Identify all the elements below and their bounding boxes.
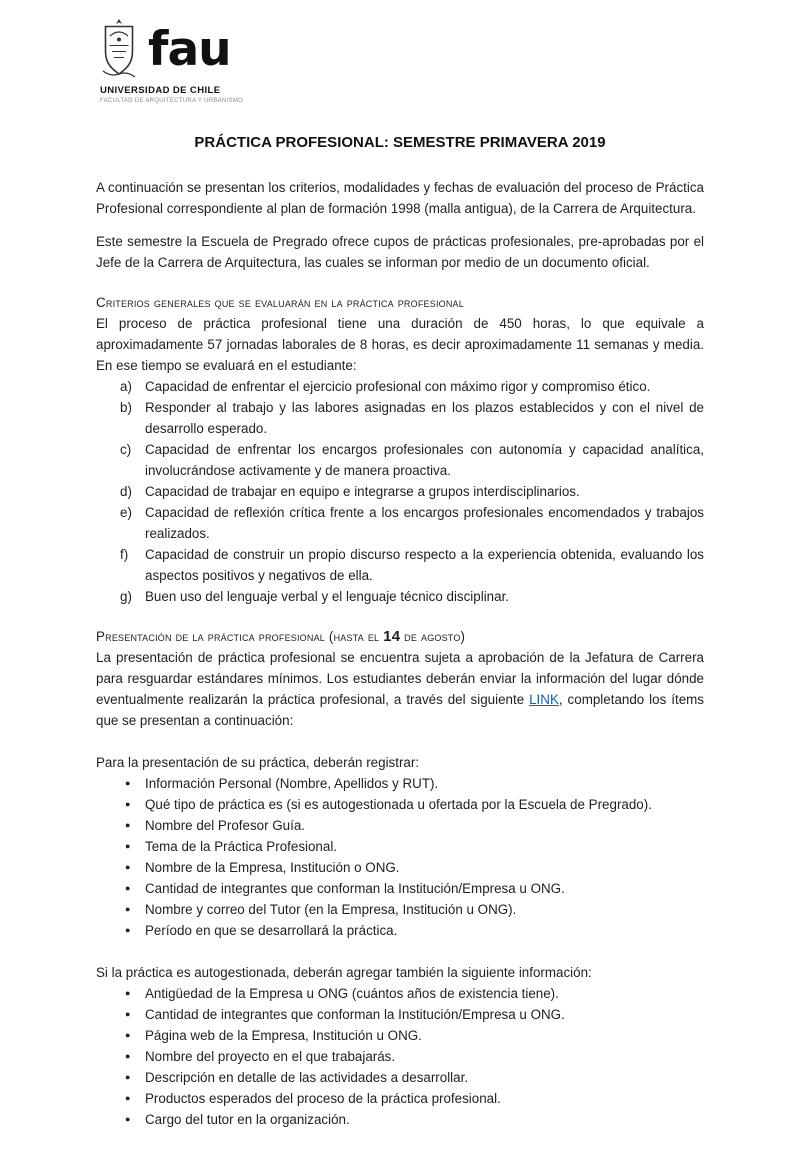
bullet-icon: ● — [125, 1114, 131, 1124]
logo-faculty-name: FACULTAD DE ARQUITECTURA Y URBANISMO — [100, 98, 244, 104]
list-item-text: Capacidad de construir un propio discurso respecto a la experiencia obtenida, evaluando los aspectos positivos y negativos de ella. — [145, 547, 704, 583]
list-item — [120, 544, 704, 586]
list-item — [125, 1004, 704, 1025]
criteria-intro: El proceso de práctica profesional tiene una duración de 450 horas, lo que equivale a aproximadamente 57 jornadas laborales de 8 horas, es decir aproximadamente 11 semanas y media. En ese tiempo se evaluará en el estudiante: — [96, 316, 704, 373]
university-crest-icon — [100, 18, 138, 80]
bullet-icon: ● — [125, 1051, 131, 1061]
list-item-text: Cantidad de integrantes que conforman la Institución/Empresa u ONG. — [145, 1007, 565, 1022]
list-item — [125, 773, 704, 794]
list-item-text: Responder al trabajo y las labores asignadas en los plazos establecidos y con el nivel de desarrollo esperado. — [145, 400, 704, 436]
bullet-icon: ● — [125, 799, 131, 809]
intro-paragraph-2: Este semestre la Escuela de Pregrado ofrece cupos de prácticas profesionales, pre-aprobadas por el Jefe de la Carrera de Arquitectura, las cuales se informan por medio de un documento oficial. — [96, 234, 704, 270]
list-item — [125, 920, 704, 941]
list-item — [125, 1046, 704, 1067]
bullet-icon: ● — [125, 988, 131, 998]
list-item-text: Nombre y correo del Tutor (en la Empresa, Institución u ONG). — [145, 902, 517, 917]
list-item-text: Información Personal (Nombre, Apellidos y RUT). — [145, 776, 439, 791]
bullet-icon: ● — [125, 841, 131, 851]
document-title: PRÁCTICA PROFESIONAL: SEMESTRE PRIMAVERA 2019 — [194, 134, 606, 151]
bullet-icon: ● — [125, 1093, 131, 1103]
list-item — [125, 878, 704, 899]
presentation-paragraph — [96, 647, 704, 731]
presentation-text-after: , completando los ítems que se presentan a continuación: — [96, 692, 704, 728]
bullet-icon: ● — [125, 904, 131, 914]
register-intro: Para la presentación de su práctica, deberán registrar: — [96, 755, 420, 770]
list-item-text: Cargo del tutor en la organización. — [145, 1112, 350, 1127]
bullet-icon: ● — [125, 778, 131, 788]
list-item — [125, 983, 704, 1004]
list-item-text: Capacidad de enfrentar los encargos profesionales con autonomía y capacidad analítica, involucrándose activamente y de manera proactiva. — [145, 442, 704, 478]
list-marker: a) — [120, 379, 132, 394]
section-heading-criterios: Criterios generales que se evaluarán en la práctica profesional — [96, 295, 464, 310]
list-item — [125, 836, 704, 857]
list-item — [120, 481, 704, 502]
list-item-text: Período en que se desarrollará la práctica. — [145, 923, 398, 938]
list-item — [125, 1025, 704, 1046]
bullet-icon: ● — [125, 1030, 131, 1040]
bullet-icon: ● — [125, 862, 131, 872]
list-item-text: Buen uso del lenguaje verbal y el lenguaje técnico disciplinar. — [145, 589, 510, 604]
list-item-text: Nombre del proyecto en el que trabajarás. — [145, 1049, 396, 1064]
list-item-text: Capacidad de enfrentar el ejercicio profesional con máximo rigor y compromiso ético. — [145, 379, 651, 394]
bullet-icon: ● — [125, 883, 131, 893]
list-item — [125, 899, 704, 920]
list-item-text: Capacidad de reflexión crítica frente a los encargos profesionales encomendados y trabajos realizados. — [145, 505, 704, 541]
fau-wordmark: fau — [148, 21, 231, 77]
list-item — [120, 439, 704, 481]
heading-text-suffix: de agosto) — [400, 629, 466, 644]
list-item — [125, 857, 704, 878]
list-item-text: Tema de la Práctica Profesional. — [145, 839, 338, 854]
heading-date: 14 — [383, 628, 401, 645]
list-item-text: Nombre de la Empresa, Institución o ONG. — [145, 860, 400, 875]
list-item — [120, 376, 704, 397]
list-item-text: Productos esperados del proceso de la práctica profesional. — [145, 1091, 501, 1106]
list-item-text: Qué tipo de práctica es (si es autogestionada u ofertada por la Escuela de Pregrado). — [145, 797, 652, 812]
list-item — [120, 586, 704, 607]
list-marker: c) — [120, 442, 132, 457]
list-marker: d) — [120, 484, 132, 499]
registration-link[interactable]: LINK — [529, 692, 559, 707]
heading-text-prefix: Presentación de la práctica profesional (hasta el — [96, 629, 384, 644]
list-item-text: Capacidad de trabajar en equipo e integrarse a grupos interdisciplinarios. — [145, 484, 580, 499]
list-item — [125, 1088, 704, 1109]
list-item — [125, 794, 704, 815]
list-item-text: Página web de la Empresa, Institución u ONG. — [145, 1028, 422, 1043]
intro-paragraph-1: A continuación se presentan los criterios, modalidades y fechas de evaluación del proceso de Práctica Profesional correspondiente al plan de formación 1998 (malla antigua), de la Carrera de Arquitectura. — [96, 180, 704, 216]
criteria-list — [96, 376, 704, 607]
section-heading-presentacion — [96, 626, 704, 647]
logo-row — [100, 18, 704, 80]
bullet-icon: ● — [125, 1009, 131, 1019]
list-item — [125, 1067, 704, 1088]
list-item — [125, 815, 704, 836]
fau-logo — [100, 18, 704, 106]
register-list — [96, 773, 704, 941]
list-marker: e) — [120, 505, 132, 520]
list-item — [120, 397, 704, 439]
list-item-text: Nombre del Profesor Guía. — [145, 818, 306, 833]
list-item-text: Descripción en detalle de las actividades a desarrollar. — [145, 1070, 469, 1085]
presentation-text-before: La presentación de práctica profesional se encuentra sujeta a aprobación de la Jefatura de Carrera para resguardar estándares mínimos. Los estudiantes deberán enviar la información del lugar dónde eventualmente realizarán la práctica profesional, a través del siguiente — [96, 650, 704, 707]
bullet-icon: ● — [125, 820, 131, 830]
list-item-text: Cantidad de integrantes que conforman la Institución/Empresa u ONG. — [145, 881, 565, 896]
logo-university-name: UNIVERSIDAD DE CHILE — [100, 85, 221, 96]
list-item — [120, 502, 704, 544]
bullet-icon: ● — [125, 1072, 131, 1082]
autogestionada-list — [96, 983, 704, 1130]
list-marker: b) — [120, 400, 132, 415]
autogestionada-intro: Si la práctica es autogestionada, deberán agregar también la siguiente información: — [96, 965, 592, 980]
list-marker: g) — [120, 589, 132, 604]
list-marker: f) — [120, 547, 129, 562]
list-item-text: Antigüedad de la Empresa u ONG (cuántos años de existencia tiene). — [145, 986, 559, 1001]
list-item — [125, 1109, 704, 1130]
bullet-icon: ● — [125, 925, 131, 935]
